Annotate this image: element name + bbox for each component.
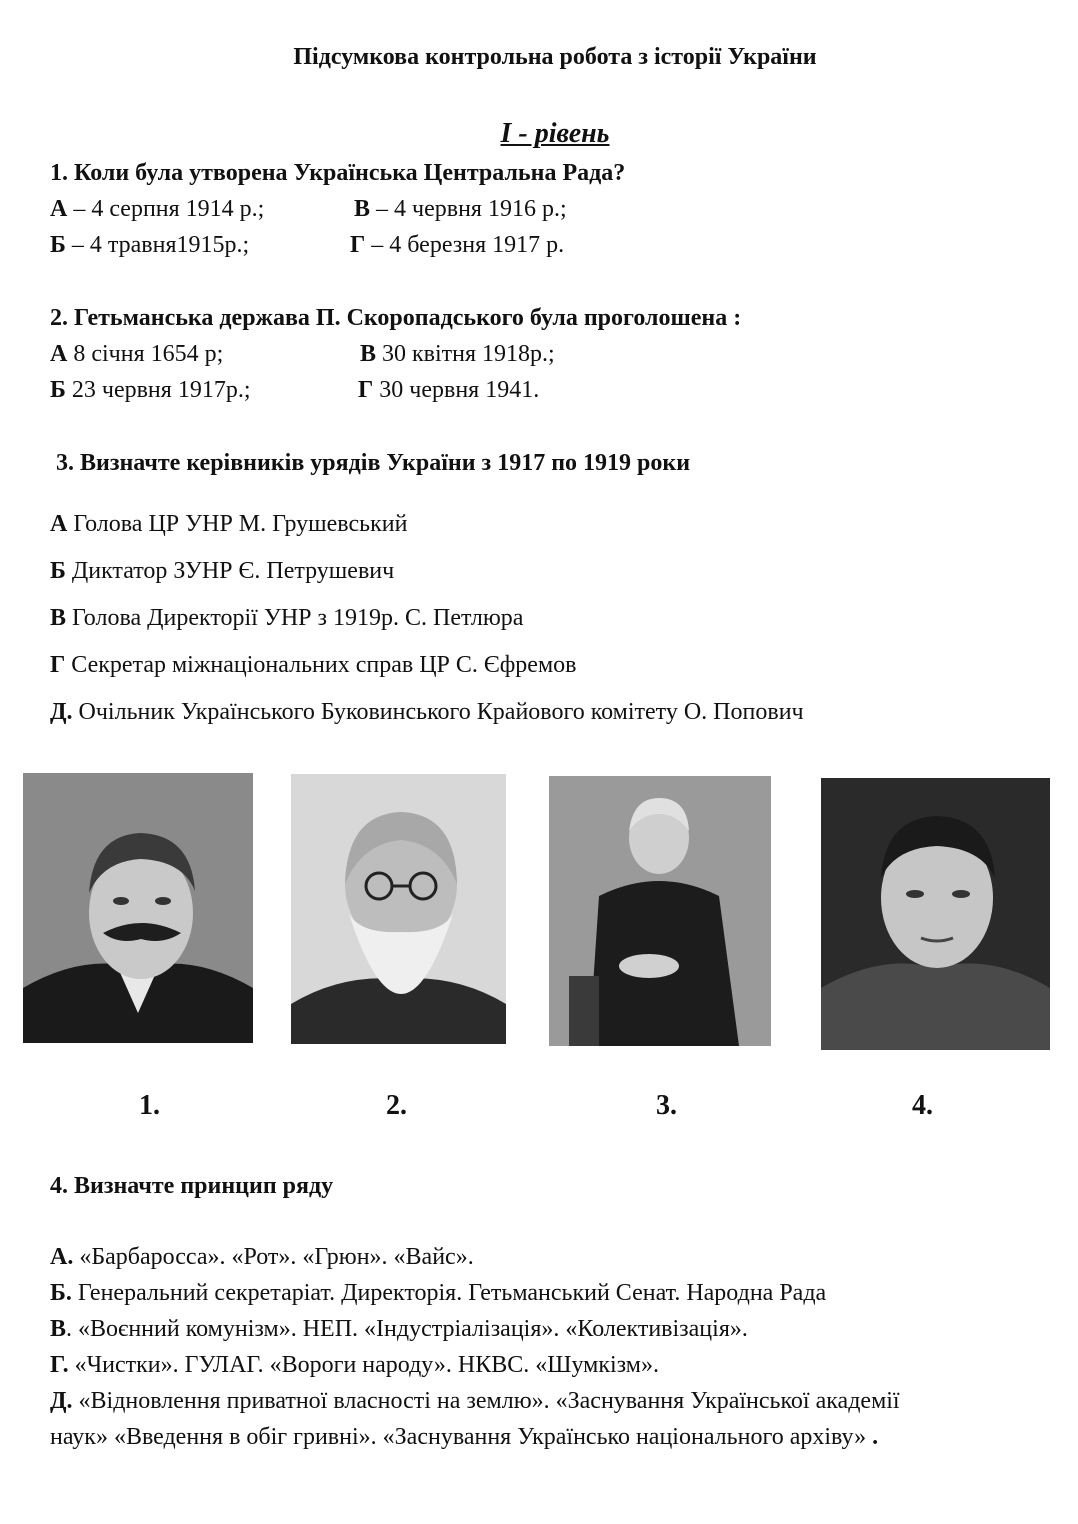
question-1: 1. Коли була утворена Українська Центральна Рада? (50, 160, 626, 186)
question-3: 3. Визначте керівників урядів України з 1917 по 1919 роки (56, 450, 691, 476)
q3-option-b: Б Диктатор ЗУНР Є. Петрушевич (50, 558, 395, 584)
photo-number-3: 3. (656, 1090, 677, 1121)
q2-option-b: Б 23 червня 1917р.; (50, 377, 251, 403)
photo-number-1: 1. (139, 1090, 160, 1121)
portrait-photo-4 (821, 778, 1050, 1050)
q4-option-d: Д. «Відновлення приватної власності на землю». «Заснування Української академії (50, 1388, 900, 1414)
portrait-photo-2 (291, 774, 506, 1044)
q3-option-v: В Голова Директорії УНР з 1919р. С. Петлюра (50, 605, 524, 631)
q4-option-b: Б. Генеральний секретаріат. Директорія. Гетьманський Сенат. Народна Рада (50, 1280, 827, 1306)
portrait-photo-3 (549, 776, 771, 1046)
photo-number-4: 4. (912, 1090, 933, 1121)
q4-option-g: Г. «Чистки». ГУЛАГ. «Вороги народу». НКВС. «Шумкізм». (50, 1352, 659, 1378)
q3-option-g: Г Секретар міжнаціональних справ ЦР С. Єфремов (50, 652, 577, 678)
q1-option-g: Г – 4 березня 1917 р. (350, 232, 565, 258)
q4-option-d-continued: наук» «Введення в обіг гривні». «Заснування Українсько національного архіву» . (50, 1424, 879, 1450)
q1-option-a: А – 4 серпня 1914 р.; (50, 196, 265, 222)
q3-option-d: Д. Очільник Українського Буковинського Крайового комітету О. Попович (50, 699, 804, 725)
portrait-photo-1 (23, 773, 253, 1043)
q2-option-v: В 30 квітня 1918р.; (360, 341, 555, 367)
q3-option-a: А Голова ЦР УНР М. Грушевський (50, 511, 408, 537)
q1-option-v: В – 4 червня 1916 р.; (354, 196, 567, 222)
q4-option-v: В. «Воєнний комунізм». НЕП. «Індустріалізація». «Колективізація». (50, 1316, 748, 1342)
q2-option-g: Г 30 червня 1941. (358, 377, 540, 403)
page-title: Підсумкова контрольна робота з історії України (293, 44, 817, 70)
question-4: 4. Визначте принцип ряду (50, 1173, 334, 1199)
level-heading: І - рівень (500, 118, 610, 149)
photo-number-2: 2. (386, 1090, 407, 1121)
q2-option-a: А 8 січня 1654 р; (50, 341, 224, 367)
q4-option-a: А. «Барбаросса». «Рот». «Грюн». «Вайс». (50, 1244, 474, 1270)
q1-option-b: Б – 4 травня1915р.; (50, 232, 250, 258)
question-2: 2. Гетьманська держава П. Скоропадського була проголошена : (50, 305, 742, 331)
